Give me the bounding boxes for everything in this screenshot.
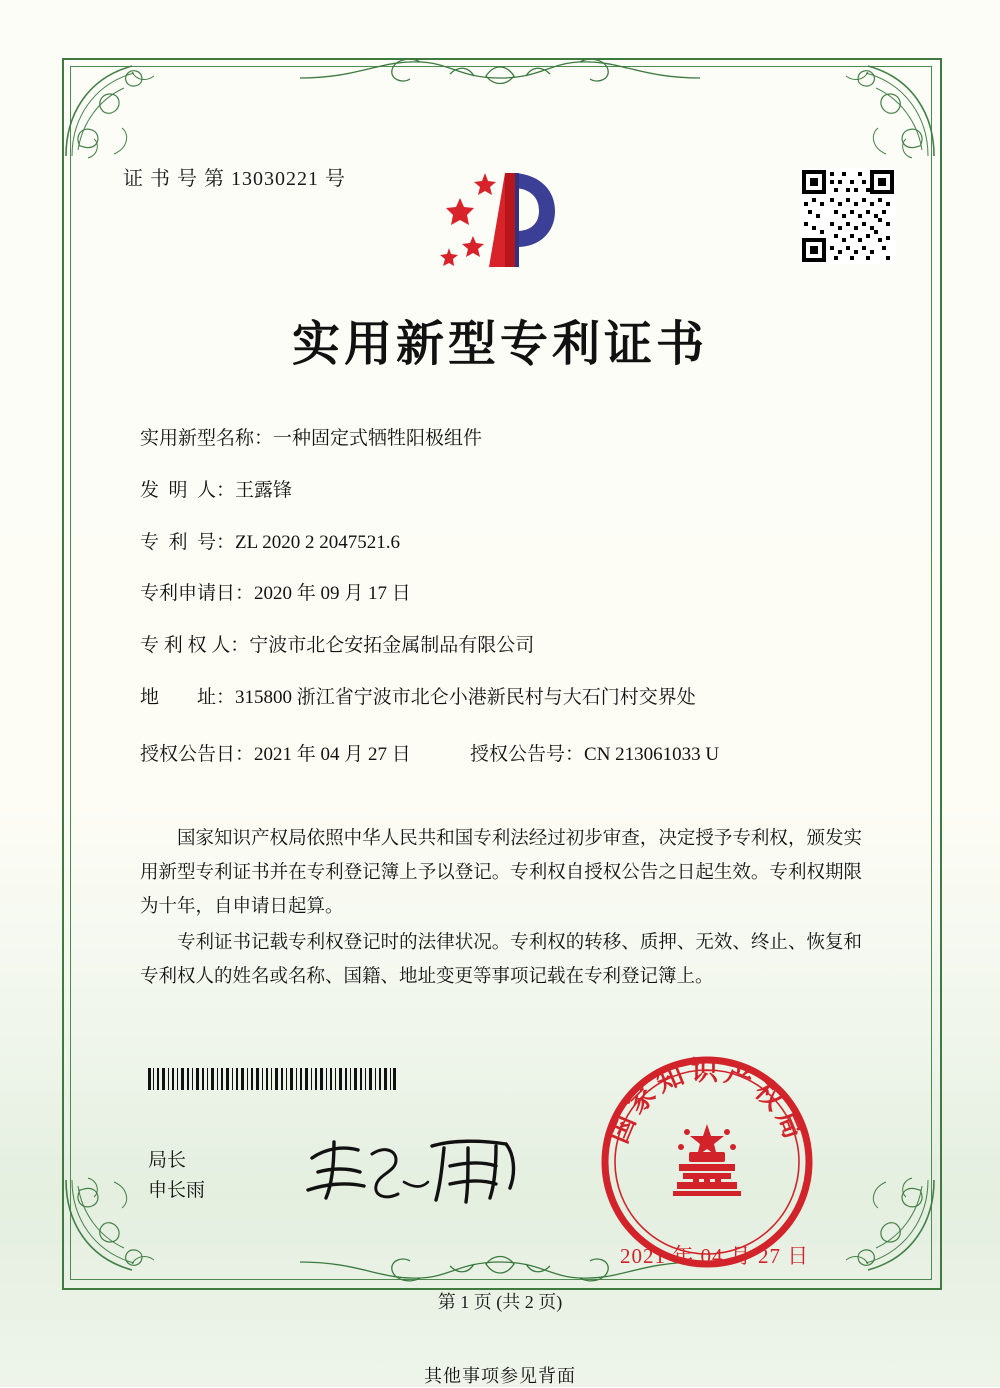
field-address xyxy=(140,687,880,710)
director-title: 局长 xyxy=(148,1150,187,1171)
paragraph-1: 国家知识产权局依照中华人民共和国专利法经过初步审查，决定授予专利权，颁发实用新型专利证书并在专利登记簿上予以登记。专利权自授权公告之日起生效。专利权期限为十年，自申请日起算。 xyxy=(140,829,862,917)
field-grant-announcement xyxy=(140,739,880,766)
back-note: 其他事项参见背面 xyxy=(424,1366,576,1386)
corner-ornament-icon xyxy=(58,54,168,164)
legal-text-block xyxy=(140,822,862,996)
official-seal xyxy=(597,1052,817,1272)
field-label: 地 址： xyxy=(140,686,236,708)
signature-block xyxy=(148,1146,205,1206)
field-patentee xyxy=(140,635,880,658)
field-label: 发 明 人： xyxy=(140,479,236,501)
field-utility-model-name xyxy=(140,428,880,451)
field-patent-number xyxy=(140,532,880,555)
grant-number xyxy=(470,739,719,766)
svg-text:国家知识产权局: 国家知识产权局 xyxy=(603,1056,811,1148)
qr-code xyxy=(800,168,896,264)
field-application-date xyxy=(140,583,880,606)
certificate-number: 证 书 号 第 13030221 号 xyxy=(123,168,346,190)
corner-ornament-icon xyxy=(832,1172,942,1282)
page-number: 第 1 页 (共 2 页) xyxy=(437,1292,563,1312)
field-value: 一种固定式牺牲阳极组件 xyxy=(273,428,483,449)
page-title: 实用新型专利证书 xyxy=(291,316,708,372)
field-label: 专 利 权 人： xyxy=(140,635,250,657)
paragraph-2: 专利证书记载专利权登记时的法律状况。专利权的转移、质押、无效、终止、恢复和专利权人的姓名或名称、国籍、地址变更等事项记载在专利登记簿上。 xyxy=(140,933,862,987)
field-value: 宁波市北仑安拓金属制品有限公司 xyxy=(249,635,535,657)
director-name: 申长雨 xyxy=(148,1180,206,1201)
field-value: 王露锋 xyxy=(235,479,293,501)
grant-date-label: 授权公告日： xyxy=(140,743,255,765)
field-label: 专 利 号： xyxy=(140,531,236,553)
signature-handwriting xyxy=(300,1128,530,1208)
top-edge-ornament-icon xyxy=(300,52,700,98)
grant-number-label: 授权公告号： xyxy=(470,743,585,765)
grant-number-value: CN 213061033 U xyxy=(584,743,720,765)
corner-ornament-icon xyxy=(832,54,942,164)
barcode xyxy=(148,1068,396,1090)
field-inventor xyxy=(140,480,880,503)
grant-date-value: 2021 年 04 月 27 日 xyxy=(254,743,411,765)
fields-block xyxy=(140,428,880,766)
field-value: 2020 年 09 月 17 日 xyxy=(254,583,411,605)
grant-date xyxy=(140,739,470,766)
field-label: 专利申请日： xyxy=(140,583,255,605)
seal-date: 2021 年 04 月 27 日 xyxy=(620,1244,810,1268)
field-value: 315800 浙江省宁波市北仑小港新民村与大石门村交界处 xyxy=(235,686,696,708)
field-value: ZL 2020 2 2047521.6 xyxy=(235,531,401,553)
cnipa-logo-icon xyxy=(437,155,565,280)
field-label: 实用新型名称： xyxy=(140,428,274,449)
